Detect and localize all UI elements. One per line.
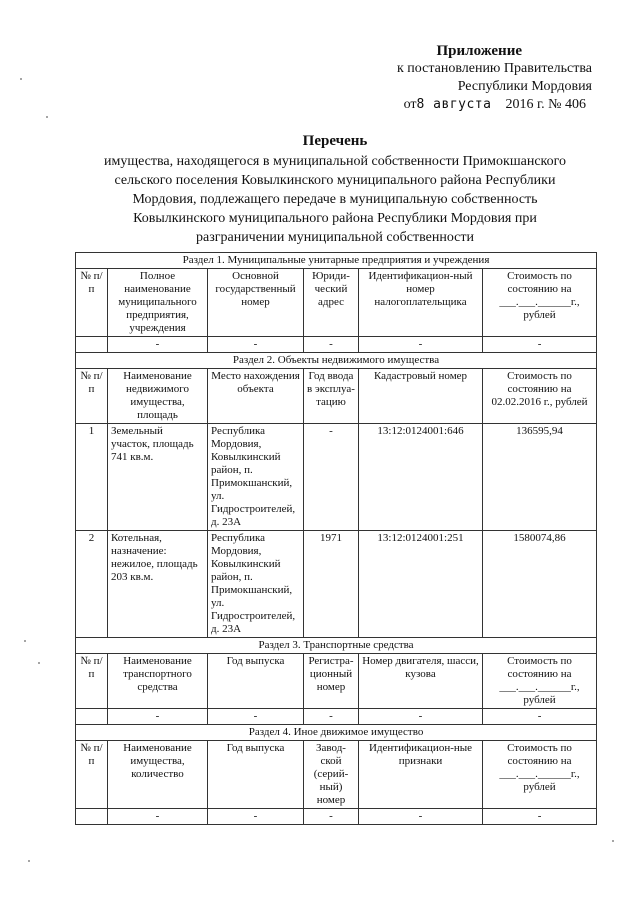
header-cell: № п/п <box>76 654 108 709</box>
title-line-1: имущества, находящегося в муниципальной собственности Примокшанского <box>103 154 567 169</box>
table-cell: - <box>208 809 304 825</box>
table-cell: - <box>108 809 208 825</box>
table-cell: - <box>359 709 483 725</box>
table-cell: 1 <box>76 424 108 531</box>
scan-speck <box>24 640 26 642</box>
header-cell: Юриди-ческий адрес <box>304 269 359 337</box>
scan-speck <box>46 116 48 118</box>
table-cell: - <box>304 809 359 825</box>
table-row <box>76 424 597 531</box>
table-cell: - <box>208 709 304 725</box>
table-cell <box>76 809 108 825</box>
scan-speck <box>612 840 614 842</box>
scan-speck <box>20 78 22 80</box>
header-cell: Год выпуска <box>208 654 304 709</box>
header-cell: Место нахождения объекта <box>208 369 304 424</box>
section-2-title-row <box>76 353 597 369</box>
table-cell: 1971 <box>304 531 359 638</box>
section-3-header-row <box>76 654 597 709</box>
title-line-4: Ковылкинского муниципального района Республики Мордовия при <box>133 211 537 226</box>
title-line-2: сельского поселения Ковылкинского муниципального района Республики <box>114 173 556 188</box>
table-cell: 136595,94 <box>483 424 597 531</box>
table-cell: - <box>304 337 359 353</box>
header-cell: Наименование недвижимого имущества, площадь <box>108 369 208 424</box>
section-3-title: Раздел 3. Транспортные средства <box>76 638 597 654</box>
table-cell: 2 <box>76 531 108 638</box>
document-title-block <box>70 132 600 247</box>
table-row <box>76 709 597 725</box>
appendix-resolution-line: к постановлению Правительства <box>396 61 592 76</box>
date-prefix: от <box>403 97 417 112</box>
title-line-5: разграничении муниципальной собственности <box>196 230 474 245</box>
date-day-month: 8 августа <box>416 97 492 112</box>
appendix-government-line: Республики Мордовия <box>457 79 592 94</box>
table-cell: Котельная, назначение: нежилое, площадь 203 кв.м. <box>108 531 208 638</box>
section-4-title: Раздел 4. Иное движимое имущество <box>76 725 597 741</box>
header-cell: Идентификацион-ный номер налогоплательщика <box>359 269 483 337</box>
header-cell: № п/п <box>76 369 108 424</box>
section-1-title-row <box>76 253 597 269</box>
table-cell: 13:12:0124001:251 <box>359 531 483 638</box>
property-registry-table <box>75 252 597 825</box>
table-cell: Земельный участок, площадь 741 кв.м. <box>108 424 208 531</box>
table-row <box>76 531 597 638</box>
section-4-header-row <box>76 741 597 809</box>
scan-speck <box>38 662 40 664</box>
table-cell: Республика Мордовия, Ковылкинский район, п. Примокшанский, ул. Гидростроителей, д. 23А <box>208 424 304 531</box>
table-cell <box>76 709 108 725</box>
table-cell: Республика Мордовия, Ковылкинский район, п. Примокшанский, ул. Гидростроителей, д. 23А <box>208 531 304 638</box>
table-cell: - <box>483 809 597 825</box>
header-cell: Стоимость по состоянию на 02.02.2016 г., рублей <box>483 369 597 424</box>
table-row <box>76 337 597 353</box>
header-cell: Год выпуска <box>208 741 304 809</box>
header-cell: Полное наименование муниципального предприятия, учреждения <box>108 269 208 337</box>
table-cell: - <box>483 709 597 725</box>
table-cell: - <box>108 709 208 725</box>
section-2-title: Раздел 2. Объекты недвижимого имущества <box>76 353 597 369</box>
header-cell: Идентификацион-ные признаки <box>359 741 483 809</box>
section-4-title-row <box>76 725 597 741</box>
header-cell: Кадастровый номер <box>359 369 483 424</box>
title-line-3: Мордовия, подлежащего передаче в муниципальную собственность <box>132 192 538 207</box>
table-row <box>76 809 597 825</box>
header-cell: Номер двигателя, шасси, кузова <box>359 654 483 709</box>
header-cell: № п/п <box>76 269 108 337</box>
scan-speck <box>28 860 30 862</box>
section-2-header-row <box>76 369 597 424</box>
table-cell: - <box>359 337 483 353</box>
table-cell: - <box>208 337 304 353</box>
document-title: Перечень <box>302 133 368 149</box>
section-1-header-row <box>76 269 597 337</box>
table-cell: - <box>483 337 597 353</box>
header-cell: Стоимость по состоянию на ___.___.______г., рублей <box>483 654 597 709</box>
header-cell: Основной государственный номер <box>208 269 304 337</box>
table-cell: - <box>304 424 359 531</box>
table-cell: 1580074,86 <box>483 531 597 638</box>
header-cell: Наименование транспортного средства <box>108 654 208 709</box>
header-cell: Наименование имущества, количество <box>108 741 208 809</box>
header-cell: Регистра-ционный номер <box>304 654 359 709</box>
date-year-number: 2016 г. № 406 <box>505 97 586 112</box>
header-cell: Завод-ской (серий-ный) номер <box>304 741 359 809</box>
table-cell: 13:12:0124001:646 <box>359 424 483 531</box>
section-3-title-row <box>76 638 597 654</box>
appendix-date-line <box>330 96 592 114</box>
section-1-title: Раздел 1. Муниципальные унитарные предприятия и учреждения <box>76 253 597 269</box>
table-cell: - <box>304 709 359 725</box>
header-cell: Стоимость по состоянию на ___.___.______г., рублей <box>483 741 597 809</box>
table-cell <box>76 337 108 353</box>
appendix-heading: Приложение <box>436 43 522 59</box>
appendix-block <box>330 42 592 114</box>
header-cell: № п/п <box>76 741 108 809</box>
header-cell: Год ввода в эксплуа-тацию <box>304 369 359 424</box>
table-cell: - <box>108 337 208 353</box>
header-cell: Стоимость по состоянию на ___.___.______г., рублей <box>483 269 597 337</box>
table-cell: - <box>359 809 483 825</box>
